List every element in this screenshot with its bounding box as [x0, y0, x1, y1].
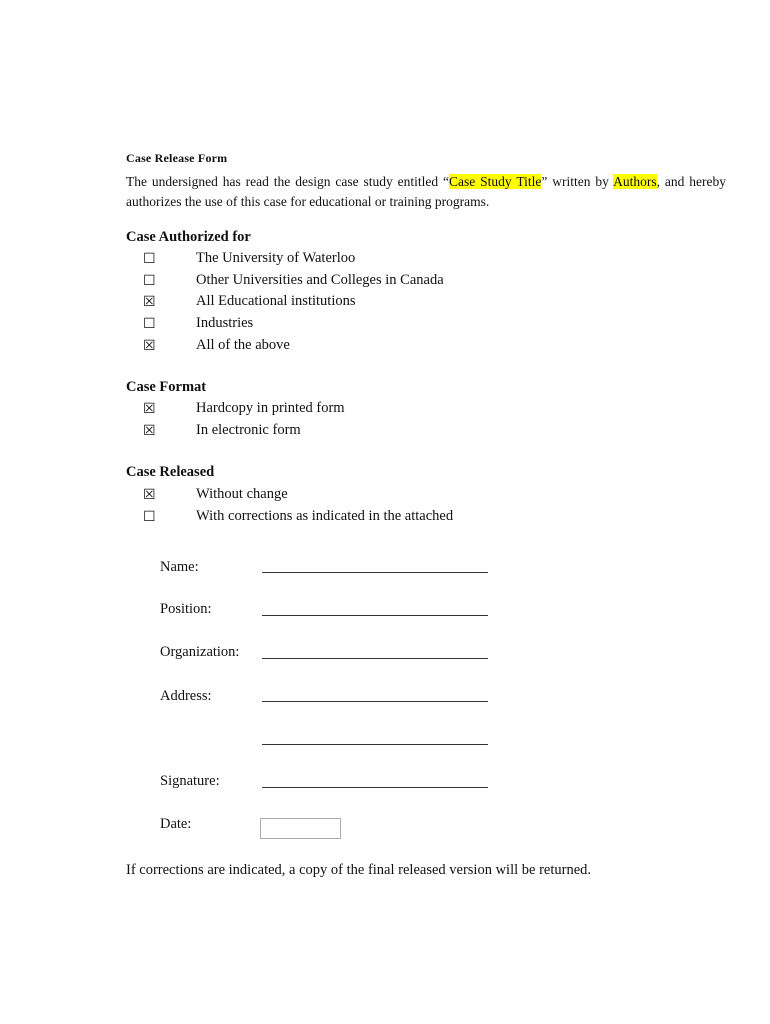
- checkbox-checked-icon[interactable]: ☒: [143, 294, 156, 310]
- form-title: Case Release Form: [126, 151, 228, 165]
- intro-text-middle: ” written by: [541, 174, 614, 189]
- option-label: All Educational institutions: [196, 293, 356, 309]
- case-title-field[interactable]: Case Study Title: [449, 174, 542, 189]
- authors-field[interactable]: Authors: [613, 174, 657, 189]
- checkbox-unchecked-icon[interactable]: ☐: [143, 316, 156, 332]
- address-label: Address:: [160, 688, 212, 704]
- position-label: Position:: [160, 601, 212, 617]
- option-label: Hardcopy in printed form: [196, 400, 345, 416]
- footer-note: If corrections are indicated, a copy of the final released version will be returned.: [126, 862, 592, 878]
- option-label: Without change: [196, 486, 288, 502]
- option-label: The University of Waterloo: [196, 250, 356, 266]
- date-label: Date:: [160, 816, 192, 832]
- organization-field[interactable]: [262, 658, 488, 659]
- signature-field[interactable]: [262, 787, 488, 788]
- date-input[interactable]: [260, 818, 341, 839]
- option-label: In electronic form: [196, 422, 301, 438]
- checkbox-unchecked-icon[interactable]: ☐: [143, 509, 156, 525]
- checkbox-checked-icon[interactable]: ☒: [143, 487, 156, 503]
- option-label: All of the above: [196, 337, 290, 353]
- position-field[interactable]: [262, 615, 488, 616]
- name-label: Name:: [160, 559, 199, 575]
- checkbox-checked-icon[interactable]: ☒: [143, 401, 156, 417]
- checkbox-checked-icon[interactable]: ☒: [143, 338, 156, 354]
- address-field-line-2[interactable]: [262, 744, 488, 745]
- address-field-line-1[interactable]: [262, 701, 488, 702]
- intro-paragraph: [126, 172, 726, 212]
- checkbox-unchecked-icon[interactable]: ☐: [143, 251, 156, 267]
- released-heading: Case Released: [126, 464, 215, 480]
- option-label: With corrections as indicated in the attached: [196, 508, 454, 524]
- format-heading: Case Format: [126, 379, 207, 395]
- signature-label: Signature:: [160, 773, 220, 789]
- option-label: Industries: [196, 315, 254, 331]
- authorized-heading: Case Authorized for: [126, 229, 251, 245]
- checkbox-unchecked-icon[interactable]: ☐: [143, 273, 156, 289]
- intro-text-end: , and hereby authorizes the use of this case for educational or training programs.: [126, 174, 726, 209]
- option-label: Other Universities and Colleges in Canada: [196, 272, 444, 288]
- intro-text-start: The undersigned has read the design case study entitled “: [126, 174, 450, 189]
- name-field[interactable]: [262, 572, 488, 573]
- organization-label: Organization:: [160, 644, 240, 660]
- checkbox-checked-icon[interactable]: ☒: [143, 423, 156, 439]
